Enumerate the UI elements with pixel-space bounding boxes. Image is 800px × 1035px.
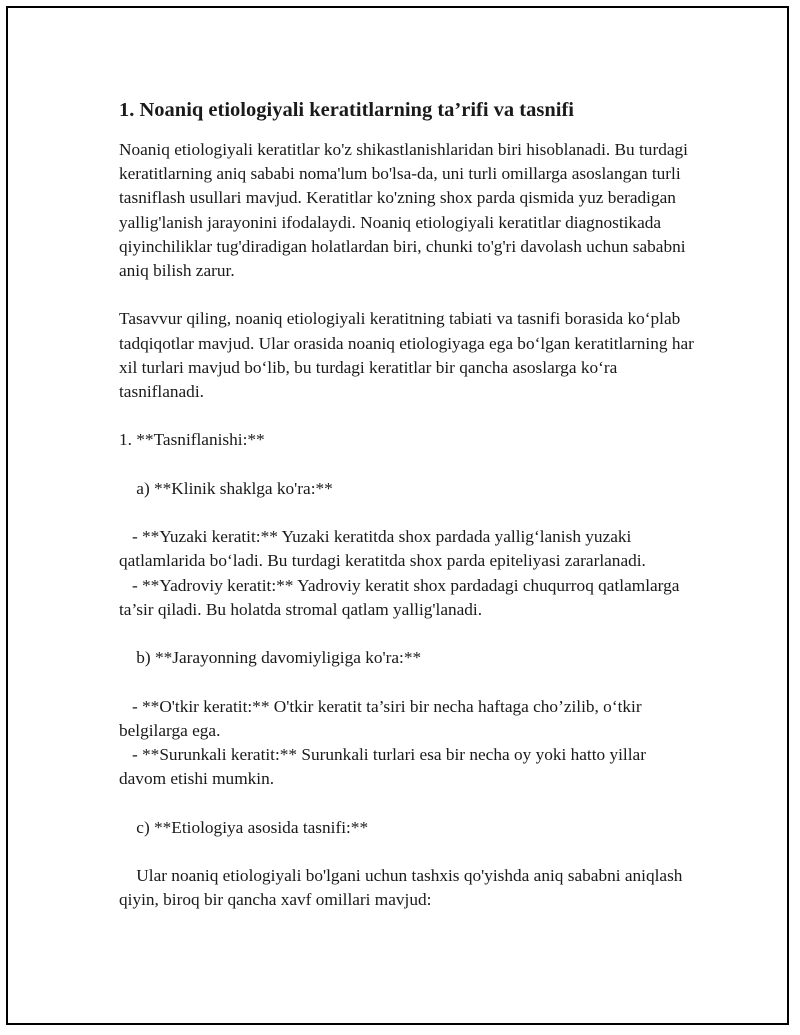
paragraph-intro: Noaniq etiologiyali keratitlar ko'z shikastlanishlaridan biri hisoblanadi. Bu turdagi keratitlarning aniq sababi noma'lum bo'lsa-da, uni turli omillarga asoslangan turli tasniflash usullari mavjud. Keratitlar ko'zning shox parda qismida yuz beradigan yallig'lanish jarayonini ifodalaydi. Noaniq etiologiyali keratitlar diagnostikada qiyinchiliklar tug'diradigan holatlardan biri, chunki to'g'ri davolash uchun sababni aniq bilish zarur. — [119, 140, 693, 281]
list-item-otkir: - **O'tkir keratit:** O'tkir keratit ta’siri bir necha haftaga cho’zilib, o‘tkir belgilarga ega. — [119, 696, 646, 740]
paragraph-closing: Ular noaniq etiologiyali bo'lgani uchun tashxis qo'yishda aniq sababni aniqlash qiyin, biroq bir qancha xavf omillari mavjud: — [119, 865, 687, 910]
subsection-b-heading: b) **Jarayonning davomiyligiga ko'ra:** — [119, 648, 422, 668]
document-page — [6, 6, 789, 1025]
list-item-surunkali: - **Surunkali keratit:** Surunkali turlari esa bir necha oy yoki hatto yillar davom etishi mumkin. — [119, 744, 651, 789]
list-item-yuzaki: - **Yuzaki keratit:** Yuzaki keratitda shox pardada yallig‘lanish yuzaki qatlamlarida bo‘ladi. Bu turdagi keratitda shox parda epiteliyasi zararlanadi. — [119, 527, 646, 571]
document-body — [119, 96, 699, 912]
list-heading: 1. **Tasniflanishi:** — [119, 430, 265, 450]
subsection-a-heading: a) **Klinik shaklga ko'ra:** — [119, 478, 333, 498]
list-item-yadroviy: - **Yadroviy keratit:** Yadroviy keratit shox pardadagi chuqurroq qatlamlarga ta’sir qiladi. Bu holatda stromal qatlam yallig'lanadi. — [119, 575, 684, 619]
paragraph-research: Tasavvur qiling, noaniq etiologiyali keratitning tabiati va tasnifi borasida ko‘plab tadqiqotlar mavjud. Ular orasida noaniq etiologiyaga ega bo‘lgan keratitlarning har xil turlari mavjud bo‘lib, bu turdagi keratitlar bir qancha asoslarga ko‘ra tasniflanadi. — [119, 309, 699, 402]
section-title: 1. Noaniq etiologiyali keratitlarning ta’rifi va tasnifi — [119, 99, 574, 121]
subsection-c-heading: c) **Etiologiya asosida tasnifi:** — [119, 817, 369, 837]
